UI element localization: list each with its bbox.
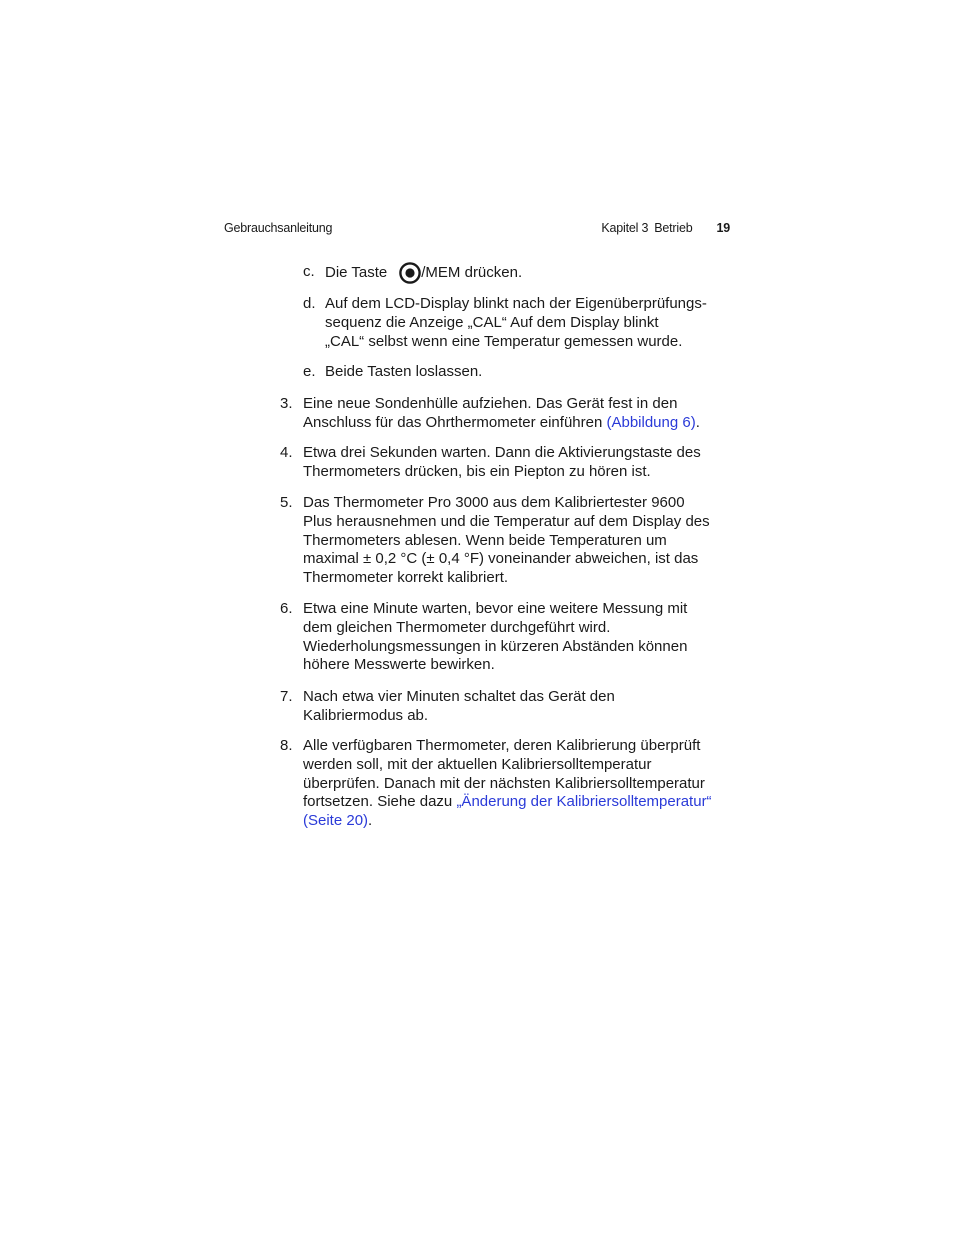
list-marker: 5. bbox=[280, 494, 293, 511]
section-reference-link[interactable]: „Änderung der Kalibriersolltemperatur“ bbox=[456, 793, 712, 811]
list-item-text bbox=[303, 444, 735, 482]
page-reference-link[interactable]: (Seite 20) bbox=[303, 812, 369, 830]
document-title: Gebrauchsanleitung bbox=[224, 221, 333, 235]
text-line: Alle verfügbaren Thermometer, deren Kalibrierung überprüft bbox=[303, 737, 701, 754]
figure-reference-link[interactable]: (Abbildung 6) bbox=[606, 413, 696, 431]
text-line: maximal ± 0,2 °C (± 0,4 °F) voneinander abweichen, ist das bbox=[303, 550, 699, 568]
text-line: höhere Messwerte bewirken. bbox=[303, 656, 495, 674]
text-line: dem gleichen Thermometer durchgeführt wird. bbox=[303, 618, 611, 636]
text-line: Wiederholungsmessungen in kürzeren Abständen können bbox=[303, 637, 688, 655]
text-segment: . bbox=[368, 812, 373, 830]
text-segment: Anschluss für das Ohrthermometer einführen bbox=[303, 413, 607, 431]
text-line: Thermometer korrekt kalibriert. bbox=[303, 569, 509, 587]
text-line bbox=[303, 414, 735, 433]
text-line: Eine neue Sondenhülle aufziehen. Das Gerät fest in den bbox=[303, 395, 678, 412]
list-item-text bbox=[325, 263, 735, 283]
text-line: Plus herausnehmen und die Temperatur auf dem Display des bbox=[303, 512, 710, 530]
list-item-text bbox=[303, 688, 735, 726]
text-segment: . bbox=[695, 413, 700, 431]
text-line: „CAL“ selbst wenn eine Temperatur gemessen wurde. bbox=[325, 332, 683, 350]
text-line: Thermometers ablesen. Wenn beide Temperaturen um bbox=[303, 531, 667, 549]
text-line: Auf dem LCD-Display blinkt nach der Eigenüberprüfungs- bbox=[325, 295, 707, 312]
text-line: Beide Tasten loslassen. bbox=[325, 363, 483, 380]
text-line: Das Thermometer Pro 3000 aus dem Kalibriertester 9600 bbox=[303, 494, 685, 511]
list-marker: 3. bbox=[280, 395, 293, 412]
page-number: 19 bbox=[716, 221, 730, 235]
list-marker: d. bbox=[303, 295, 316, 312]
list-item-text bbox=[303, 737, 735, 831]
mem-button-icon bbox=[399, 262, 419, 282]
text-segment: fortsetzen. Siehe dazu bbox=[303, 793, 457, 811]
text-line: werden soll, mit der aktuellen Kalibriersolltemperatur bbox=[303, 755, 652, 773]
list-marker: 6. bbox=[280, 600, 293, 617]
list-marker: 8. bbox=[280, 737, 293, 754]
text-line bbox=[303, 793, 735, 812]
list-item-text bbox=[325, 363, 735, 382]
step-text-before-icon: Die Taste bbox=[325, 264, 388, 281]
text-line: Etwa eine Minute warten, bevor eine weitere Messung mit bbox=[303, 600, 688, 617]
step-text-after-icon: /MEM drücken. bbox=[421, 264, 523, 281]
chapter-label: Kapitel 3 bbox=[601, 221, 649, 235]
text-line: Kalibriermodus ab. bbox=[303, 706, 429, 724]
text-line: Nach etwa vier Minuten schaltet das Gerät den bbox=[303, 688, 615, 705]
section-label: Betrieb bbox=[654, 221, 693, 235]
list-item-text bbox=[303, 395, 735, 433]
list-marker: 7. bbox=[280, 688, 293, 705]
list-marker: 4. bbox=[280, 444, 293, 461]
text-line: Thermometers drücken, bis ein Piepton zu hören ist. bbox=[303, 462, 651, 480]
text-line bbox=[303, 812, 735, 831]
list-item-text bbox=[303, 600, 735, 675]
text-line: Etwa drei Sekunden warten. Dann die Aktivierungstaste des bbox=[303, 444, 701, 461]
list-item-text bbox=[303, 494, 735, 588]
list-item-text bbox=[325, 295, 735, 351]
text-line: sequenz die Anzeige „CAL“ Auf dem Display blinkt bbox=[325, 313, 659, 331]
list-marker: c. bbox=[303, 263, 315, 280]
text-line: überprüfen. Danach mit der nächsten Kalibriersolltemperatur bbox=[303, 774, 705, 792]
list-marker: e. bbox=[303, 363, 316, 380]
